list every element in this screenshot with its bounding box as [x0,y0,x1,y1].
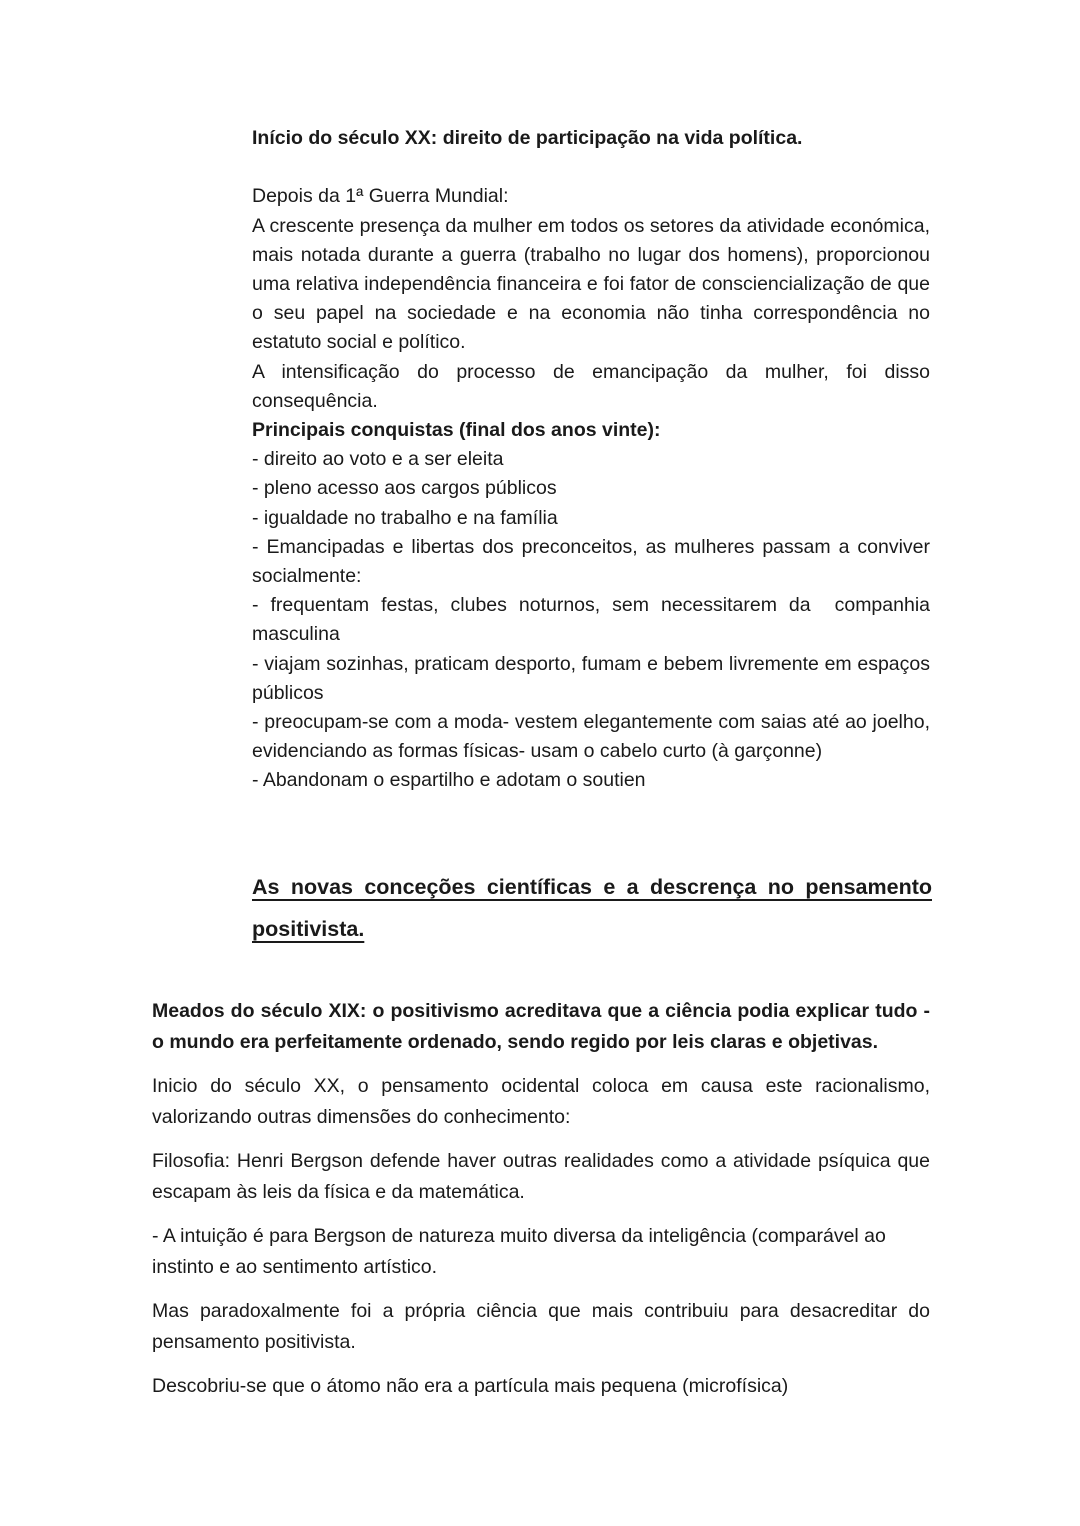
list-item: - viajam sozinhas, praticam desporto, fumam e bebem livremente em espaços públicos [252,652,936,704]
list-item: - pleno acesso aos cargos públicos [252,477,557,500]
list-item: - preocupam-se com a moda- vestem elegantemente com saias até ao joelho, evidenciando as formas físicas- usam o cabelo curto (à garçonne) [252,711,936,763]
list-item: - frequentam festas, clubes noturnos, sem necessitarem da companhia masculina [252,594,936,646]
upper-text-block [252,124,936,796]
list-item: - direito ao voto e a ser eleita [252,448,504,471]
paragraph-intensificacao: A intensificação do processo de emancipação da mulher, foi disso consequência. [252,360,936,412]
paragraph-crescente-presenca: A crescente presença da mulher em todos os setores da atividade económica, mais notada durante a guerra (trabalho no lugar dos homens), proporcionou uma relativa independência financeira e foi fator de consciencialização de que o seu papel na sociedade e na economia não tinha correspondência no estatuto social e político. [252,214,936,354]
upper-heading: Início do século XX: direito de participação na vida política. [252,127,803,149]
list-item: - Emancipadas e libertas dos preconceitos, as mulheres passam a conviver socialmente: [252,535,936,588]
paragraph-filosofia-bergson: Filosofia: Henri Bergson defende haver outras realidades como a atividade psíquica que escapam às leis da física e da matemática. [152,1150,936,1203]
lower-text-block [152,996,936,1402]
paragraph-gap [152,1208,930,1221]
paragraph-inicio-seculo-xx: Inicio do século XX, o pensamento ocidental coloca em causa este racionalismo, valorizando outras dimensões do conhecimento: [152,1075,936,1128]
paragraph-gap [152,1058,930,1071]
list-item: - Abandonam o espartilho e adotam o soutien [252,769,646,792]
paragraph-gap [152,1283,930,1296]
conquests-heading: Principais conquistas (final dos anos vinte): [252,419,661,442]
paragraph-intuicao: - A intuição é para Bergson de natureza muito diversa da inteligência (comparável ao instinto e ao sentimento artístico. [152,1225,892,1278]
paragraph-meados-seculo-xix: Meados do século XIX: o positivismo acreditava que a ciência podia explicar tudo - o mundo era perfeitamente ordenado, sendo regido por leis claras e objetivas. [152,1000,936,1053]
paragraph-gap [152,1358,930,1371]
paragraph-gap [152,1133,930,1146]
blank-line-spacer [252,153,930,182]
paragraph-descobriu-se: Descobriu-se que o átomo não era a partícula mais pequena (microfísica) [152,1375,789,1397]
list-item: - igualdade no trabalho e na família [252,506,558,529]
paragraph-paradoxalmente: Mas paradoxalmente foi a própria ciência que mais contribuiu para desacreditar do pensamento positivista. [152,1300,936,1353]
intro-line: Depois da 1ª Guerra Mundial: [252,185,509,208]
section-heading: As novas conceções científicas e a descrença no pensamento positivista. [252,875,932,941]
